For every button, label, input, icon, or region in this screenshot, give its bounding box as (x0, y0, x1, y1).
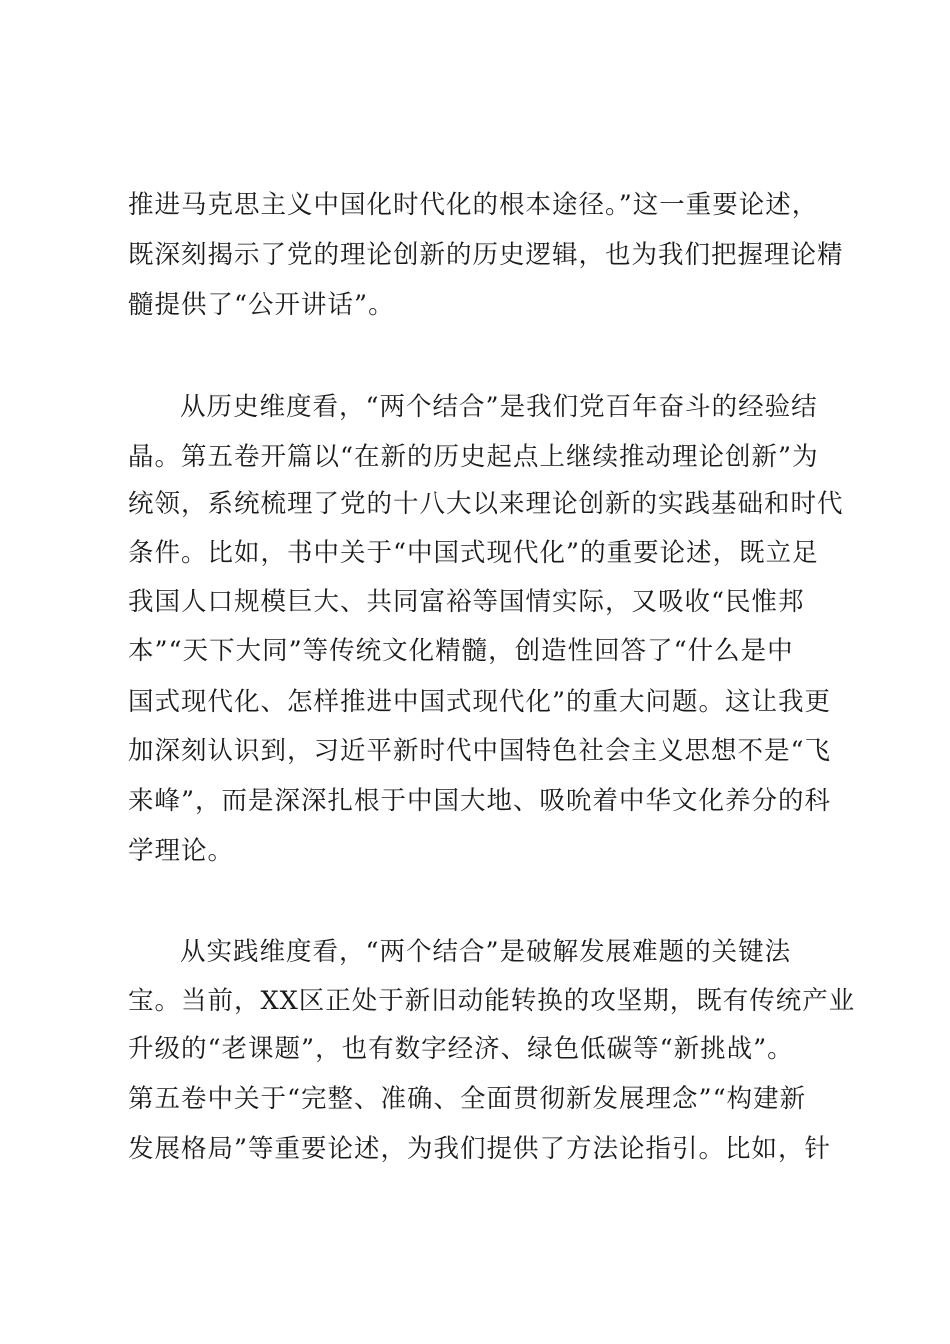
text-line: 晶。第五卷开篇以“在新的历史起点上继续推动理论创新”为 (128, 442, 819, 472)
text-line: 既深刻揭示了党的理论创新的历史逻辑，也为我们把握理论精 (128, 240, 844, 270)
text-line: 宝。当前，XX区正处于新旧动能转换的攻坚期，既有传统产业 (128, 986, 856, 1016)
paragraph-first-line: 从实践维度看，“两个结合”是破解发展难题的关键法 (180, 937, 792, 967)
text-line: 发展格局”等重要论述，为我们提供了方法论指引。比如，针 (128, 1134, 832, 1164)
text-line: 条件。比如，书中关于“中国式现代化”的重要论述，既立足 (128, 538, 819, 568)
text-line: 髓提供了“公开讲话”。 (128, 290, 395, 320)
text-line: 统领，系统梳理了党的十八大以来理论创新的实践基础和时代 (128, 489, 844, 519)
text-line: 本”“天下大同”等传统文化精髓，创造性回答了“什么是中 (128, 636, 794, 666)
text-line: 推进马克思主义中国化时代化的根本途径。”这一重要论述， (128, 190, 819, 220)
text-line: 国式现代化、怎样推进中国式现代化”的重大问题。这让我更 (128, 687, 832, 717)
text-line: 我国人口规模巨大、共同富裕等国情实际，又吸收“民惟邦 (128, 587, 805, 617)
paragraph-first-line: 从历史维度看，“两个结合”是我们党百年奋斗的经验结 (180, 392, 818, 422)
text-line: 第五卷中关于“完整、准确、全面贯彻新发展理念”“构建新 (128, 1084, 807, 1114)
text-line: 来峰”，而是深深扎根于中国大地、吸吮着中华文化养分的科 (128, 786, 832, 816)
text-line: 加深刻认识到，习近平新时代中国特色社会主义思想不是“飞 (128, 736, 832, 766)
text-line: 学理论。 (128, 836, 235, 866)
text-line: 升级的“老课题”，也有数字经济、绿色低碳等“新挑战”。 (128, 1034, 794, 1064)
